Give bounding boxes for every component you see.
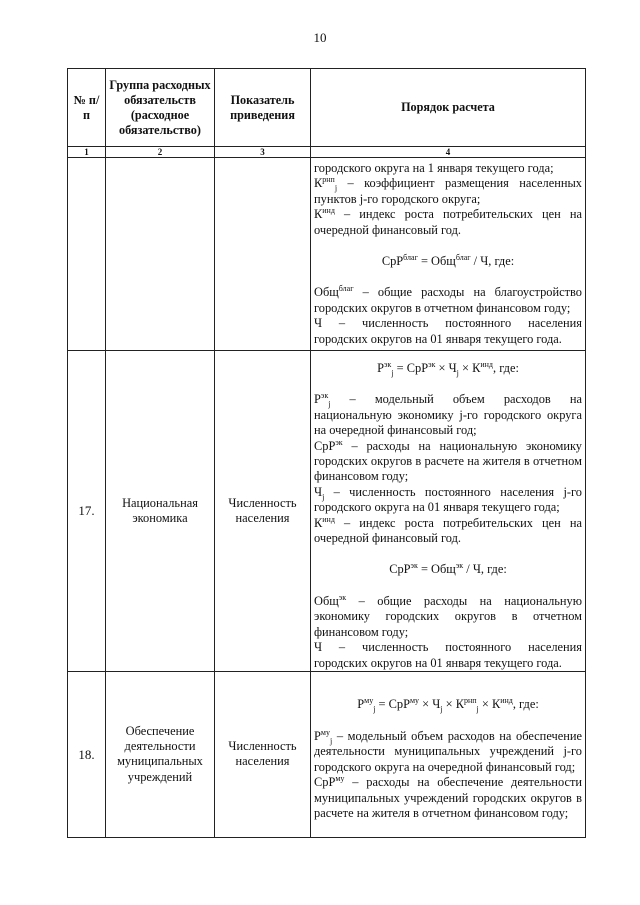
indicator-name: Численность населения (215, 351, 311, 672)
table-row-continuation (68, 158, 586, 351)
calculation-cell (311, 158, 586, 351)
column-numbers-row (68, 147, 586, 158)
group-name: Обеспечение деятельности муниципальных учреждений (106, 671, 215, 837)
header-number: № п/п (68, 69, 106, 147)
calc-paragraph: Общ$^{благ}$ – общие расходы на благоустройство городских округов в отчетном финансовом году; (314, 284, 582, 315)
calc-paragraph: $Р^{эк}_j$ – модельный объем расходов на национальную экономику j-го городского округа на очередной финансовый год; (314, 391, 582, 438)
row-number-cell (68, 158, 106, 351)
column-number: 3 (215, 147, 311, 158)
row-number: 18. (68, 671, 106, 837)
indicator-name: Численность населения (215, 671, 311, 837)
calc-paragraph: Ч – численность постоянного населения городских округов на 01 января текущего года. (314, 316, 582, 346)
header-indicator: Показатель приведения (215, 69, 311, 147)
formula: СрР$^{благ}$ = Общ$^{благ}$ / Ч, где: (381, 252, 515, 268)
page-number: 10 (313, 30, 327, 45)
header-row (68, 69, 586, 147)
table-row-18 (68, 671, 586, 837)
calc-paragraph: $К^{рнп}_j$ – коэффициент размещения населенных пунктов j-го городского округа; (314, 175, 582, 206)
calc-paragraph: Общ$^{эк}$ – общие расходы на национальную экономику городских округов в отчетном финансовом году; (314, 592, 582, 639)
column-number: 2 (106, 147, 215, 158)
formula: СрР$^{эк}$ = Общ$^{эк}$ / Ч, где: (389, 561, 507, 577)
column-number: 4 (311, 147, 586, 158)
header-calculation: Порядок расчета (311, 69, 586, 147)
row-number: 17. (68, 351, 106, 672)
calc-paragraph: $Ч_j$ – численность постоянного населения j-го городского округа на 01 января текущего года; (314, 484, 582, 515)
calc-paragraph: $Р^{му}_j$ – модельный объем расходов на обеспечение деятельности муниципальных учреждений j-го городского округа на очередной финансовый год; (314, 727, 582, 774)
formula: $Р^{му}_j = СрР^{му} \times Ч_j \times К^{рнп}_j \times К^{инд}$, где: (357, 696, 539, 714)
calc-paragraph: СрР$^{эк}$ – расходы на национальную экономику городских округов в расчете на жителя в отчетном финансовом году; (314, 437, 582, 484)
header-group: Группа расходных обязательств (расходное обязательство) (106, 69, 215, 147)
calc-paragraph: СрР$^{му}$ – расходы на обеспечение деятельности муниципальных учреждений городских округов в расчете на жителя в отчетном финансовом году; (314, 773, 582, 820)
calculation-cell (311, 351, 586, 672)
calculation-table (67, 68, 586, 838)
group-name: Национальная экономика (106, 351, 215, 672)
calculation-cell (311, 671, 586, 837)
table-row-17 (68, 351, 586, 672)
calc-paragraph: $К^{инд}$ – индекс роста потребительских цен на очередной финансовый год. (314, 514, 582, 546)
calc-paragraph: городского округа на 1 января текущего года; (314, 160, 554, 175)
column-number: 1 (68, 147, 106, 158)
calc-paragraph: Ч – численность постоянного населения городских округов на 01 января текущего года. (314, 640, 582, 670)
calc-paragraph: $К^{инд}$ – индекс роста потребительских цен на очередной финансовый год. (314, 206, 582, 237)
indicator-cell (215, 158, 311, 351)
group-cell (106, 158, 215, 351)
formula: $Р^{эк}_j = СрР^{эк} \times Ч_j \times К^{инд}$, где: (377, 359, 519, 378)
